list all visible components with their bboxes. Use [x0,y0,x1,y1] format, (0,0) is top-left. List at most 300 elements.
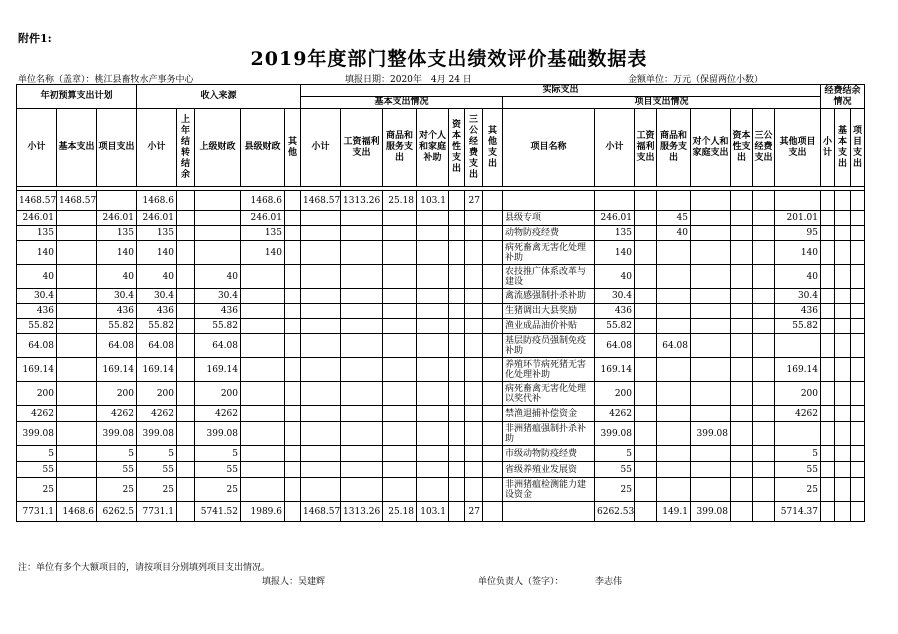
table-cell [635,211,657,226]
table-cell [285,502,301,522]
table-cell [383,462,417,478]
table-cell: 246.01 [595,211,635,226]
table-cell [691,334,731,358]
table-cell [341,265,383,289]
table-cell [383,289,417,304]
table-cell [285,191,301,211]
total-row [17,502,865,522]
table-cell [753,304,775,319]
col-p-other: 其他项目支出 [775,109,821,187]
table-cell [635,406,657,422]
table-cell: 135 [97,226,137,241]
unit-name: 单位名称（盖章）：桃江县畜牧水产事务中心 [18,75,194,85]
table-cell [285,446,301,462]
table-cell [731,406,753,422]
table-cell [301,382,341,406]
table-row [17,191,865,211]
col-bal-subtotal: 小计 [821,109,835,187]
table-cell [691,358,731,382]
col-b-other: 其他支出 [483,109,503,187]
table-cell [635,241,657,265]
table-cell: 1313.26 [341,191,383,211]
table-cell [301,304,341,319]
table-cell [465,211,483,226]
table-cell [835,191,851,211]
table-cell: 动物防疫经费 [503,226,595,241]
table-cell [851,191,865,211]
table-cell [241,265,285,289]
table-cell [449,422,465,446]
table-cell [177,334,195,358]
table-cell [691,289,731,304]
table-cell [731,289,753,304]
table-cell [821,502,835,522]
table-cell: 200 [595,382,635,406]
table-cell [731,334,753,358]
table-cell [57,358,97,382]
table-cell [417,334,449,358]
table-row [17,211,865,226]
table-cell [417,289,449,304]
table-cell: 246.01 [241,211,285,226]
column-header-row [17,109,865,187]
table-cell [465,446,483,462]
table-cell: 103.1 [417,191,449,211]
table-cell: 200 [137,382,177,406]
table-cell [417,226,449,241]
table-cell: 1468.6 [137,191,177,211]
table-cell [57,241,97,265]
table-cell [635,502,657,522]
table-cell [177,304,195,319]
table-cell [483,191,503,211]
table-cell: 55.82 [775,319,821,334]
table-cell [465,406,483,422]
table-cell [731,226,753,241]
attachment-label: 附件1: [18,32,52,45]
table-cell [177,289,195,304]
table-cell [851,334,865,358]
table-cell [449,462,465,478]
table-cell: 436 [97,304,137,319]
table-cell: 55 [195,462,241,478]
table-cell: 30.4 [17,289,57,304]
table-cell [821,289,835,304]
table-cell [341,462,383,478]
table-cell [851,406,865,422]
table-cell [635,265,657,289]
table-cell: 1468.57 [301,502,341,522]
table-cell: 25 [17,478,57,502]
table-cell [241,478,285,502]
table-cell: 25 [137,478,177,502]
table-cell: 200 [775,382,821,406]
table-cell [341,358,383,382]
table-cell [821,382,835,406]
table-cell [465,226,483,241]
table-cell [851,211,865,226]
table-cell [821,334,835,358]
table-cell: 5 [97,446,137,462]
table-cell [449,358,465,382]
table-cell [835,422,851,446]
table-cell [57,382,97,406]
table-cell: 5 [195,446,241,462]
table-cell [449,265,465,289]
table-cell [449,334,465,358]
table-cell [691,406,731,422]
table-cell [753,358,775,382]
table-cell: 27 [465,502,483,522]
group-budget: 年初预算支出计划 [17,85,137,109]
table-cell [301,289,341,304]
table-cell: 40 [775,265,821,289]
table-cell: 5 [595,446,635,462]
table-cell [341,334,383,358]
table-cell: 55 [97,462,137,478]
table-cell [657,382,691,406]
table-cell: 149.1 [657,502,691,522]
table-cell [341,319,383,334]
table-cell [753,191,775,211]
table-row [17,422,865,446]
table-cell [821,406,835,422]
table-cell [483,304,503,319]
table-row [17,406,865,422]
table-cell: 1989.6 [241,502,285,522]
table-cell: 399.08 [195,422,241,446]
table-cell [285,478,301,502]
group-income: 收入来源 [137,85,301,109]
table-cell: 140 [595,241,635,265]
col-goods: 商品和服务支出 [383,109,417,187]
table-cell [449,191,465,211]
table-cell [341,241,383,265]
table-cell [417,358,449,382]
table-cell [301,241,341,265]
table-cell [383,319,417,334]
table-cell [57,289,97,304]
table-cell: 140 [137,241,177,265]
table-cell [449,478,465,502]
table-row [17,241,865,265]
table-cell [417,446,449,462]
table-cell: 64.08 [195,334,241,358]
table-cell [753,406,775,422]
table-cell: 169.14 [595,358,635,382]
table-cell [57,211,97,226]
table-cell: 渔业成品油价补贴 [503,319,595,334]
table-cell [177,382,195,406]
table-cell [483,289,503,304]
table-cell: 1468.57 [17,191,57,211]
table-cell: 45 [657,211,691,226]
table-cell [753,319,775,334]
table-cell: 135 [137,226,177,241]
col-subtotal: 小计 [17,109,57,187]
table-cell [691,319,731,334]
table-cell [635,334,657,358]
table-cell [57,478,97,502]
table-cell [417,319,449,334]
table-cell [775,191,821,211]
table-cell [285,304,301,319]
table-cell [285,289,301,304]
table-cell [241,358,285,382]
table-cell [465,358,483,382]
table-cell [241,304,285,319]
table-cell [691,211,731,226]
table-cell [241,334,285,358]
table-cell [635,319,657,334]
table-cell [301,334,341,358]
table-cell: 169.14 [195,358,241,382]
table-cell [483,226,503,241]
table-cell: 禽流感强制扑杀补助 [503,289,595,304]
table-cell [383,304,417,319]
table-cell: 1468.6 [57,502,97,522]
col-b-subtotal: 小计 [301,109,341,187]
table-cell [851,358,865,382]
col-county-fin: 县级财政 [241,109,285,187]
table-cell [285,226,301,241]
table-cell [449,289,465,304]
table-cell: 201.01 [775,211,821,226]
table-cell: 64.08 [595,334,635,358]
table-cell [483,241,503,265]
table-cell: 40 [97,265,137,289]
table-cell: 1468.57 [301,191,341,211]
table-cell [657,191,691,211]
table-cell [177,478,195,502]
table-cell: 30.4 [595,289,635,304]
table-cell [483,319,503,334]
table-cell [731,422,753,446]
table-cell [417,211,449,226]
table-cell [483,422,503,446]
col-other: 其他 [285,109,301,187]
table-cell: 169.14 [775,358,821,382]
table-cell: 5714.37 [775,502,821,522]
table-cell [301,358,341,382]
table-cell [285,422,301,446]
table-cell [241,319,285,334]
table-cell [177,319,195,334]
table-cell [483,334,503,358]
table-cell [57,462,97,478]
table-cell [821,226,835,241]
table-cell [383,422,417,446]
table-cell [851,319,865,334]
table-cell: 55.82 [595,319,635,334]
table-cell [821,191,835,211]
table-cell [483,478,503,502]
table-cell [635,478,657,502]
table-cell: 病死畜禽无害化处理以奖代补 [503,382,595,406]
table-cell: 436 [775,304,821,319]
table-cell: 399.08 [691,422,731,446]
table-cell: 64.08 [137,334,177,358]
table-cell [177,241,195,265]
table-cell [595,191,635,211]
table-cell [731,265,753,289]
table-cell [449,241,465,265]
table-cell: 399.08 [691,502,731,522]
table-cell [657,358,691,382]
table-cell [383,406,417,422]
table-cell: 30.4 [137,289,177,304]
table-row [17,265,865,289]
table-cell: 25 [195,478,241,502]
table-cell: 4262 [595,406,635,422]
responsible-person: 单位负责人（签字）： 李志伟 [478,577,623,587]
table-cell [731,304,753,319]
table-cell [835,446,851,462]
table-cell [383,241,417,265]
table-cell [483,265,503,289]
table-cell: 4262 [97,406,137,422]
table-cell [465,241,483,265]
table-cell: 27 [465,191,483,211]
table-cell: 55.82 [137,319,177,334]
col-p-salary: 工资福利支出 [635,109,657,187]
table-cell [851,241,865,265]
table-cell [241,382,285,406]
table-row [17,462,865,478]
filler-name: 填报人：吴建辉 [262,577,326,587]
table-cell [195,226,241,241]
table-cell [301,446,341,462]
table-cell [775,422,821,446]
table-cell: 436 [595,304,635,319]
table-cell [821,462,835,478]
table-cell [851,446,865,462]
table-body [17,191,865,522]
table-cell [177,265,195,289]
table-cell [301,226,341,241]
table-cell [285,382,301,406]
table-cell: 140 [17,241,57,265]
table-cell [851,289,865,304]
col-inc-subtotal: 小计 [137,109,177,187]
table-cell [285,241,301,265]
table-cell [821,478,835,502]
table-cell [753,211,775,226]
table-cell [285,265,301,289]
table-cell [835,462,851,478]
table-cell: 40 [595,265,635,289]
table-cell [835,502,851,522]
table-cell: 135 [241,226,285,241]
table-cell [483,462,503,478]
table-cell [657,241,691,265]
table-cell: 县级专项 [503,211,595,226]
table-cell: 140 [241,241,285,265]
group-balance: 经费结余情况 [821,85,865,109]
table-cell: 169.14 [17,358,57,382]
table-cell: 399.08 [595,422,635,446]
table-cell: 399.08 [97,422,137,446]
table-cell [691,241,731,265]
table-cell: 基层防疫员强制免疫补助 [503,334,595,358]
table-cell: 25.18 [383,191,417,211]
table-cell [657,478,691,502]
col-proj-name: 项目名称 [503,109,595,187]
table-cell [483,406,503,422]
table-cell [821,319,835,334]
table-cell [691,446,731,462]
table-cell [851,422,865,446]
table-cell: 25 [595,478,635,502]
table-cell [449,382,465,406]
table-cell [635,422,657,446]
table-cell [753,382,775,406]
table-cell: 养殖环节病死猪无害化处理补助 [503,358,595,382]
table-cell [57,304,97,319]
col-carryover: 上年结转结余 [177,109,195,187]
table-cell [285,334,301,358]
table-cell [657,289,691,304]
table-cell [465,462,483,478]
table-cell: 436 [137,304,177,319]
table-cell [465,319,483,334]
table-cell: 生猪调出大县奖励 [503,304,595,319]
table-cell: 市级动物防疫经费 [503,446,595,462]
table-cell [835,289,851,304]
table-cell [177,211,195,226]
table-cell [657,265,691,289]
table-cell [835,334,851,358]
group-project: 项目支出情况 [503,97,821,109]
table-row [17,358,865,382]
col-p-three: 三公经费支出 [753,109,775,187]
table-cell [301,211,341,226]
table-cell [417,382,449,406]
table-cell [851,478,865,502]
table-cell [753,265,775,289]
table-cell [177,191,195,211]
table-cell [383,478,417,502]
table-cell: 55.82 [195,319,241,334]
table-cell: 25 [97,478,137,502]
table-cell: 40 [137,265,177,289]
table-cell [417,265,449,289]
table-cell [449,226,465,241]
table-cell: 169.14 [137,358,177,382]
table-cell: 200 [195,382,241,406]
fill-date: 填报日期：2020年 4月 24 日 [345,75,472,85]
table-cell [635,191,657,211]
table-cell [383,226,417,241]
table-cell [417,422,449,446]
table-cell [301,462,341,478]
table-cell: 140 [775,241,821,265]
table-cell: 7731.1 [137,502,177,522]
table-cell: 40 [657,226,691,241]
table-cell: 436 [17,304,57,319]
col-basic-exp: 基本支出 [57,109,97,187]
table-cell: 246.01 [97,211,137,226]
table-cell [635,446,657,462]
table-cell [691,191,731,211]
table-cell: 6262.53 [595,502,635,522]
page-title: 2019年度部门整体支出绩效评价基础数据表 [250,48,648,70]
table-cell [241,289,285,304]
table-cell [835,382,851,406]
table-cell: 95 [775,226,821,241]
table-row [17,446,865,462]
table-cell [835,226,851,241]
